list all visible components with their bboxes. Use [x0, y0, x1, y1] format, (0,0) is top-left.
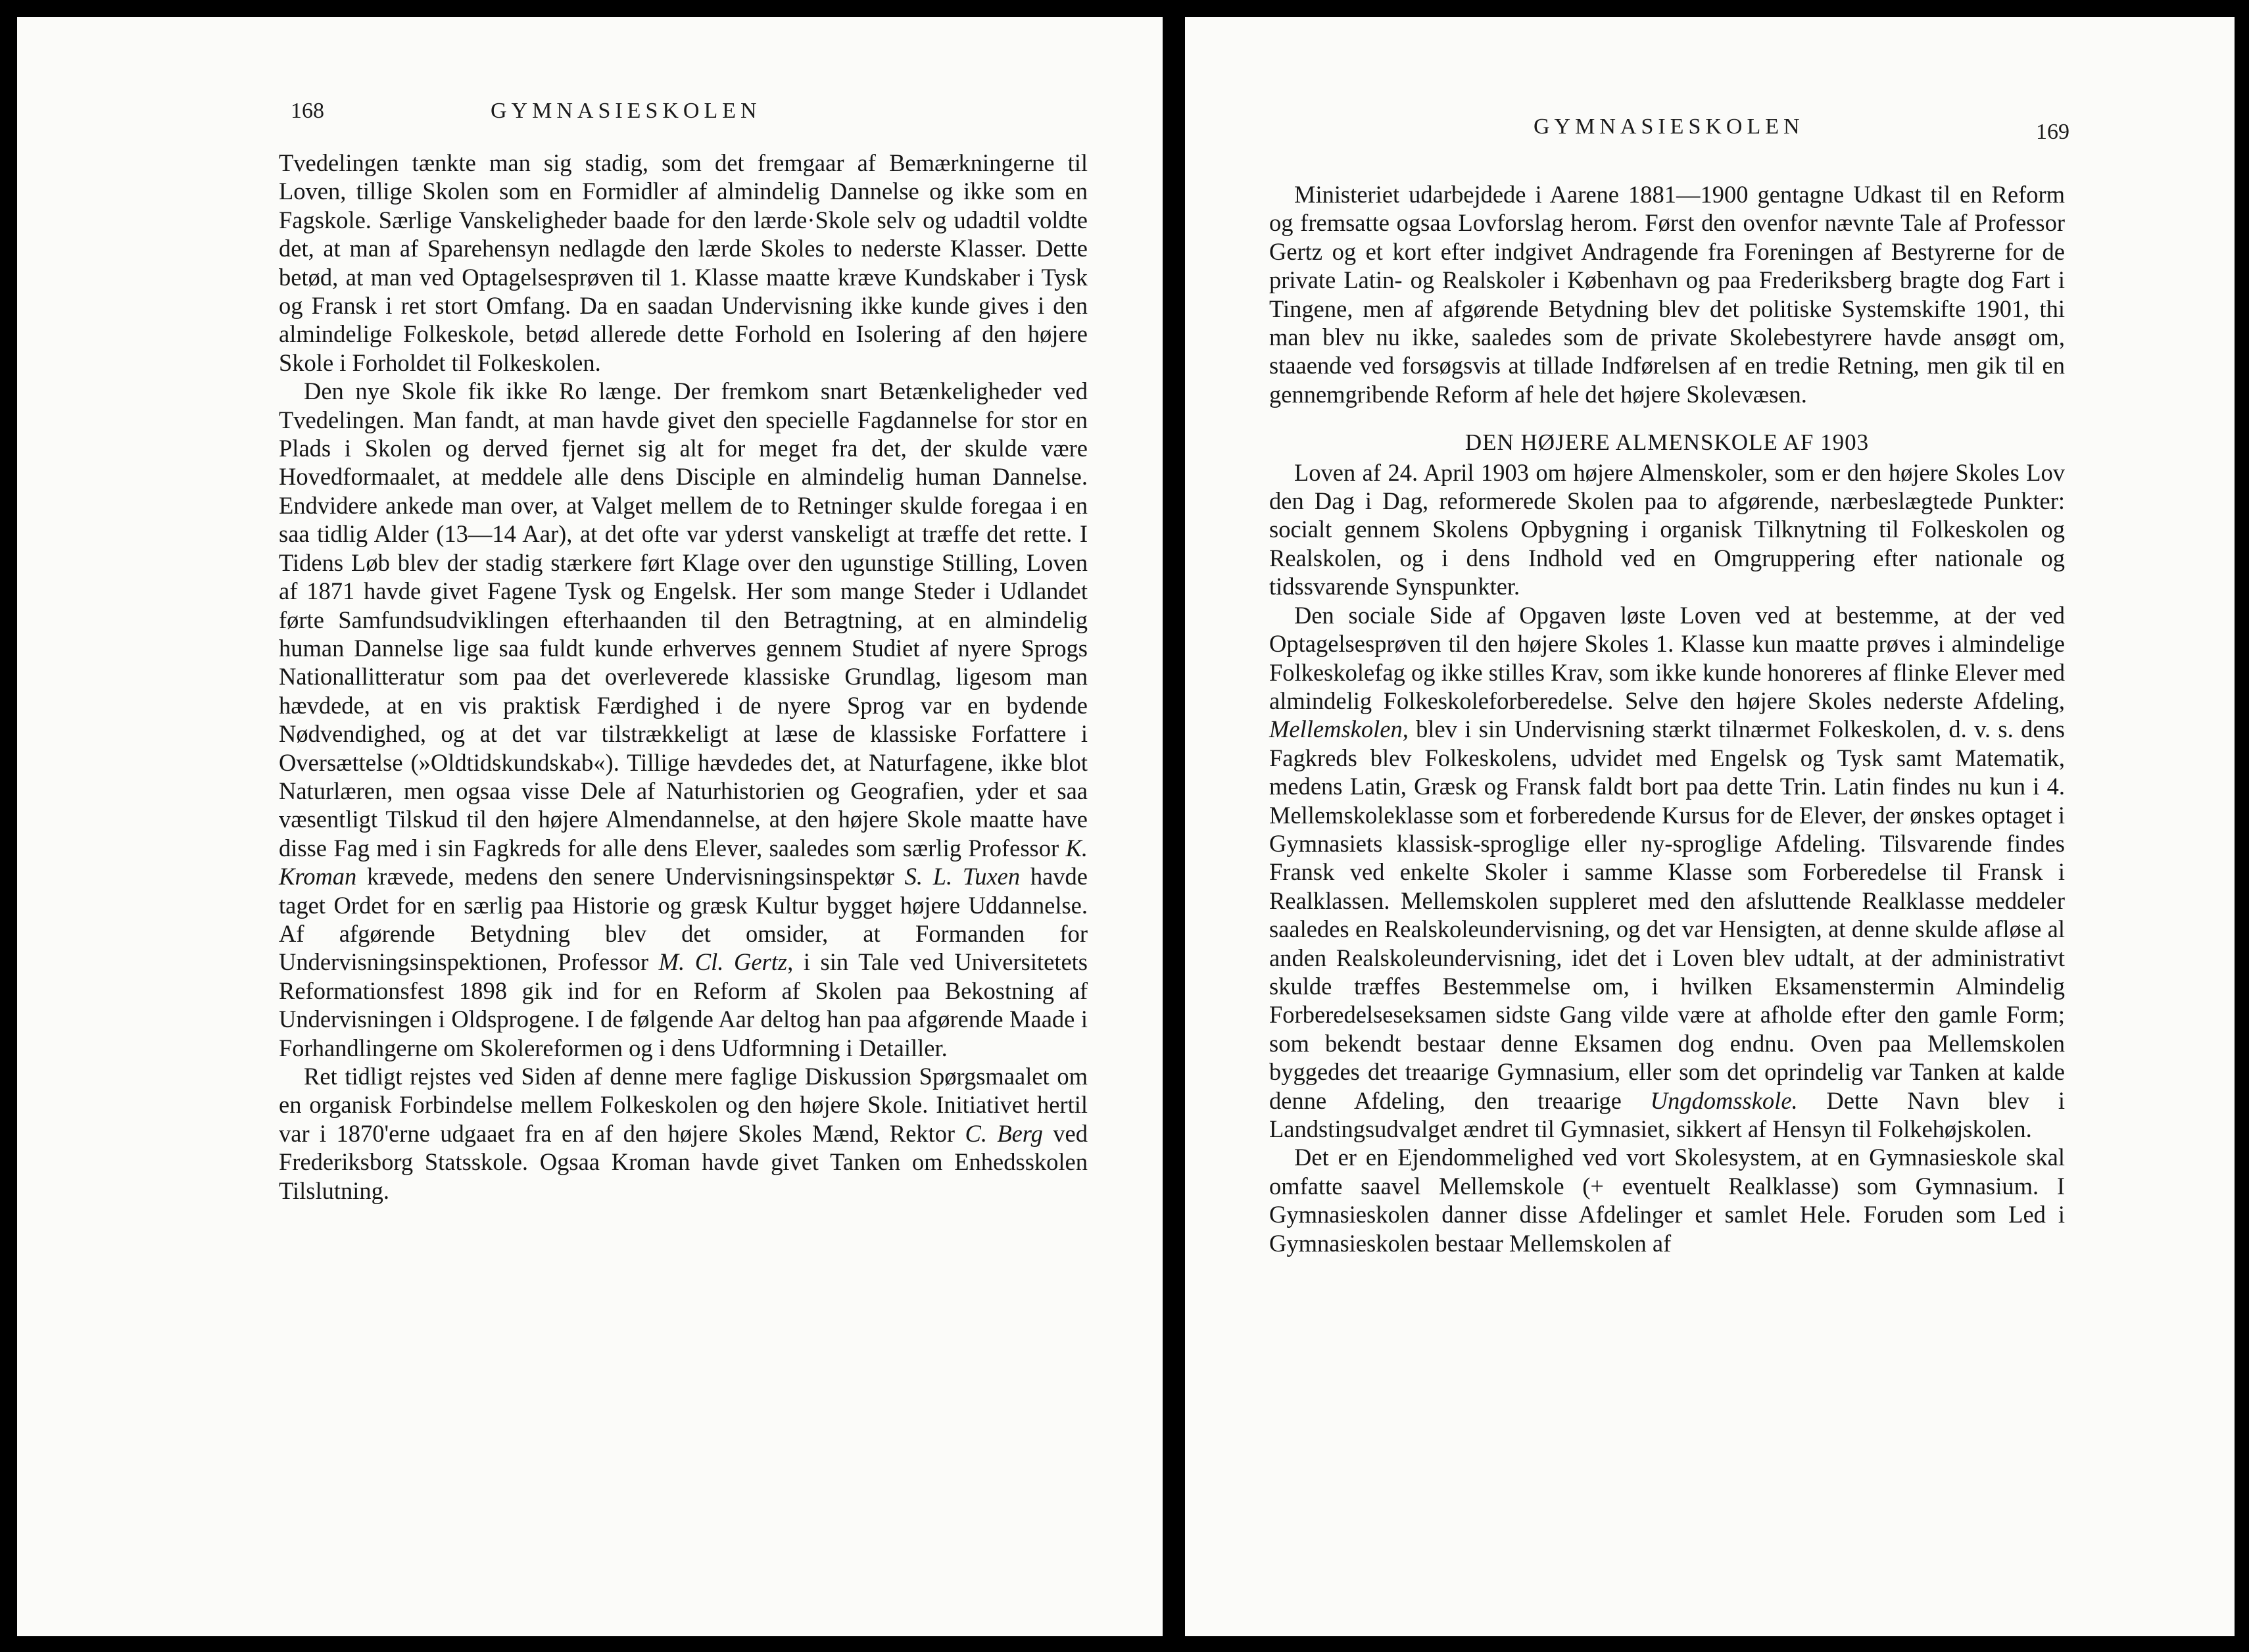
running-head: GYMNASIESKOLEN: [491, 99, 762, 123]
paragraph: [279, 377, 1088, 1062]
paragraph: [1269, 180, 2065, 408]
page-number: 169: [2036, 120, 2069, 144]
left-page: [17, 17, 1163, 1636]
paragraph: [279, 149, 1088, 377]
text-run: Ret tidligt rejstes ved Siden af denne mere faglige Diskussion Spørgsmaalet om en organisk Forbindelse mellem Folkeskolen og den højere Skole. Initiativet hertil var i 1870'erne udgaaet fra en af den højere Skoles Mænd, Rektor: [279, 1063, 1088, 1147]
section-heading: DEN HØJERE ALMENSKOLE AF 1903: [1464, 429, 1870, 456]
paragraph-group-after-heading: [1269, 458, 2065, 1257]
text-run: Ministeriet udarbejdede i Aarene 1881—1900 gentagne Udkast til en Reform og fremsatte ogsaa Lovforslag herom. Først den ovenfor nævnte Tale af Professor Gertz og et kort efter indgivet Andragende fra Foreningen af Bestyrerne for de private Latin- og Realskoler i København og paa Frederiksberg bragte dog Fart i Tingene, men af afgørende Betydning blev det politiske Systemskifte 1901, thi man blev nu ikke, saaledes som de private Skolebestyrere havde ansøgt om, staaende ved forsøgsvis at tillade Indførelsen af en tredie Retning, men gik til en gennemgribende Reform af hele det højere Skolevæsen.: [1269, 181, 2065, 408]
paragraph: [1269, 1143, 2065, 1257]
text-run: Det er en Ejendommelighed ved vort Skolesystem, at en Gymnasieskole skal omfatte saavel Mellemskole (+ eventuelt Realklasse) som Gymnasium. I Gymnasieskolen danner disse Afdelinger et samlet Hele. Foruden som Led i Gymnasieskolen bestaar Mellemskolen af: [1269, 1144, 2065, 1257]
text-run: blev i sin Undervisning stærkt tilnærmet Folkeskolen, d. v. s. dens Fagkreds blev Folkeskolens, udvidet med Engelsk og Tysk samt Matematik, medens Latin, Græsk og Fransk faldt bort paa dette Trin. Latin findes nu kun i 4. Mellemskoleklasse som et forberedende Kursus for de Elever, der ønskes optaget i Gymnasiets klassisk-sproglige eller ny-sproglige Afdeling. Tilsvarende findes Fransk ved enkelte Skoler i samme Klasse som Forberedelse til Fransk i Realklassen. Mellemskolen suppleret med den afsluttende Realklasse meddeler saaledes en Realskoleundervisning, og det var Hensigten, at denne skulde afløse al anden Realskoleundervisning, idet det i Loven blev udtalt, at der administrativt skulde træffes Bestemmelse om, i hvilken Eksamenstermin Almindelig Forberedelseseksamen sidste Gang vilde være at afholde efter den gamle Form; som bekendt bestaar denne Eksamen dog endnu. Oven paa Mellemskolen byggedes det treaarige Gymnasium, eller som det oprindelig var Tanken at kalde denne Afdeling, den treaarige: [1269, 716, 2065, 1114]
text-run: ved Frederiksborg Statsskole. Ogsaa Kroman havde givet Tanken om Enhedsskolen Tilslutning.: [279, 1119, 1088, 1204]
running-head: GYMNASIESKOLEN: [1534, 114, 1804, 139]
text-run: krævede, medens den senere Undervisningsinspektør: [356, 863, 905, 890]
italic-run: C. Berg: [965, 1119, 1043, 1147]
paragraph: [1269, 458, 2065, 601]
text-run: Den sociale Side af Opgaven løste Loven ved at bestemme, at der ved Optagelsesprøven til den højere Skoles 1. Klasse kun maatte prøves i almindelige Folkeskolefag og ikke stilles Krav, som ikke kunde honoreres af flinke Elever med almindelig Folkeskoleforberedelse. Selve den højere Skoles nederste Afdeling,: [1269, 601, 2065, 714]
italic-run: K. Kroman: [279, 834, 1088, 890]
italic-run: S. L. Tuxen: [904, 863, 1021, 890]
italic-run: M. Cl. Gertz,: [658, 948, 794, 976]
text-run: Den nye Skole fik ikke Ro længe. Der fremkom snart Betænkeligheder ved Tvedelingen. Man fandt, at man havde givet den specielle Fagdannelse for stor en Plads i Skolen og derved fjernet sig alt for meget fra det, der skulde være Hovedformaalet, at meddele alle dens Disciple en almindelig human Dannelse. Endvidere ankede man over, at Valget mellem de to Retninger skulde foregaa i en saa tidlig Alder (13—14 Aar), at det ofte var yderst vanskeligt at træffe det rette. I Tidens Løb blev der stadig stærkere ført Klage over den ugunstige Stilling, Loven af 1871 havde givet Fagene Tysk og Engelsk. Her som mange Steder i Udlandet førte Samfundsudviklingen efterhaanden til den Betragtning, at en almindelig human Dannelse lige saa fuldt kunde erhverves gennem Studiet af nyere Sprogs Nationallitteratur som paa det overleverede klassiske Grundlag, ligesom man hævdede, at en vis praktisk Færdighed i de nyere Sprog var en bydende Nødvendighed, og at det var tilstrækkeligt at læse de klassiske Forfattere i Oversættelse (»Oldtidskundskab«). Tillige hævdedes det, at Naturfagene, ikke blot Naturlæren, men ogsaa visse Dele af Naturhistorien og Geografien, yder et saa væsentligt Tilskud til den højere Almendannelse, at den højere Skole maatte have disse Fag med i sin Fagkreds for alle dens Elever, saaledes som særlig Professor: [279, 377, 1088, 862]
text-run: havde taget Ordet for en særlig paa Historie og græsk Kultur bygget højere Uddannelse. Af afgørende Betydning blev det omsider, at Formanden for Undervisningsinspektionen, Professor: [279, 863, 1088, 976]
page-number: 168: [291, 99, 324, 123]
left-body-text: [279, 149, 1088, 1205]
italic-run: Mellemskolen,: [1269, 716, 1409, 743]
text-run: i sin Tale ved Universitetets Reformationsfest 1898 gik ind for en Reform af Skolen paa Bekostning af Undervisningen i Oldsprogene. I de følgende Aar deltog han paa afgørende Maade i Forhandlingerne om Skolereformen og i dens Udformning i Detailler.: [279, 948, 1088, 1061]
paragraph: [279, 1062, 1088, 1205]
text-run: Loven af 24. April 1903 om højere Almenskoler, som er den højere Skoles Lov den Dag i Dag, reformerede Skolen paa to afgørende, nærbeslægtede Punkter: socialt gennem Skolens Opbygning i organisk Tilknytning til Folkeskolen og Realskolen, og i dens Indhold ved en Omgruppering efter nationale og tidssvarende Synspunkter.: [1269, 458, 2065, 600]
paragraph-group-before-heading: [1269, 180, 2065, 408]
right-page: [1185, 17, 2235, 1636]
text-run: Tvedelingen tænkte man sig stadig, som det fremgaar af Bemærkningerne til Loven, tillige Skolen som en Formidler af almindelig Dannelse og ikke som en Fagskole. Særlige Vanskeligheder baade for den lærde·Skole selv og udadtil voldte det, at man af Sparehensyn nedlagde den lærde Skoles to nederste Klasser. Dette betød, at man ved Optagelsesprøven til 1. Klasse maatte kræve Kundskaber i Tysk og Fransk i ret stort Omfang. Da en saadan Undervisning ikke kunde gives i den almindelige Folkeskole, betød allerede dette Forhold en Isolering af den højere Skole i Forholdet til Folkeskolen.: [279, 149, 1088, 376]
paragraph: [1269, 601, 2065, 1144]
italic-run: Ungdomsskole.: [1650, 1086, 1798, 1114]
text-run: Dette Navn blev i Landstingsudvalget ændret til Gymnasiet, sikkert af Hensyn til Folkehøjskolen.: [1269, 1086, 2065, 1142]
right-body-text: [1269, 180, 2065, 1257]
